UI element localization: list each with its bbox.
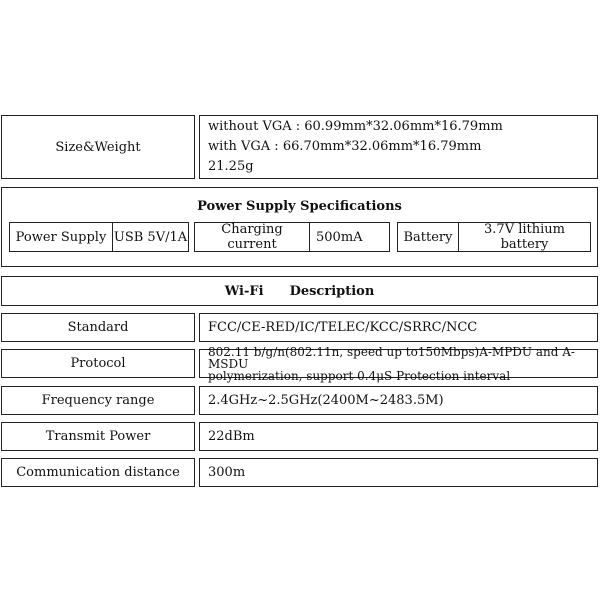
communication-distance-label-cell: Communication distance	[1, 458, 195, 487]
battery-value: 3.7V lithium battery	[484, 222, 565, 252]
description-title: Description	[289, 283, 375, 299]
battery-label: Battery	[398, 223, 459, 251]
power-supply-title: Power Supply Specifications	[197, 198, 402, 214]
power-supply-section	[1, 187, 598, 267]
weight-value: 21.25g	[208, 159, 254, 174]
wifi-title: Wi-Fi	[224, 283, 264, 299]
size-weight-values-cell	[199, 115, 598, 179]
charging-current-item	[194, 222, 390, 252]
frequency-value-cell: 2.4GHz~2.5GHz(2400M~2483.5M)	[199, 386, 598, 415]
frequency-label-cell: Frequency range	[1, 386, 195, 415]
transmit-power-label-cell: Transmit Power	[1, 422, 195, 451]
charging-current-value: 500mA	[316, 229, 363, 245]
protocol-line-2: polymerization, support 0.4μS Protection interval	[208, 368, 511, 383]
protocol-label-cell: Protocol	[1, 349, 195, 378]
standard-value-cell: FCC/CE-RED/IC/TELEC/KCC/SRRC/NCC	[199, 313, 598, 342]
communication-distance-value-cell: 300m	[199, 458, 598, 487]
size-weight-label-cell	[1, 115, 195, 179]
transmit-power-value-cell: 22dBm	[199, 422, 598, 451]
size-with-vga: with VGA : 66.70mm*32.06mm*16.79mm	[208, 139, 482, 154]
size-weight-label: Size&Weight	[55, 139, 141, 155]
power-supply-item-label: Power Supply	[10, 223, 113, 251]
wifi-description-header	[1, 276, 598, 306]
battery-item	[397, 222, 591, 252]
standard-label-cell: Standard	[1, 313, 195, 342]
power-supply-item-value: USB 5V/1A	[113, 229, 188, 245]
protocol-value-cell	[199, 344, 598, 383]
power-supply-item	[9, 222, 189, 252]
charging-current-label: Charging current	[195, 223, 310, 251]
protocol-line-1: 802.11 b/g/n(802.11n, speed up to150Mbps)A-MPDU and A-MSDU	[208, 344, 575, 371]
size-without-vga: without VGA : 60.99mm*32.06mm*16.79mm	[208, 119, 503, 134]
